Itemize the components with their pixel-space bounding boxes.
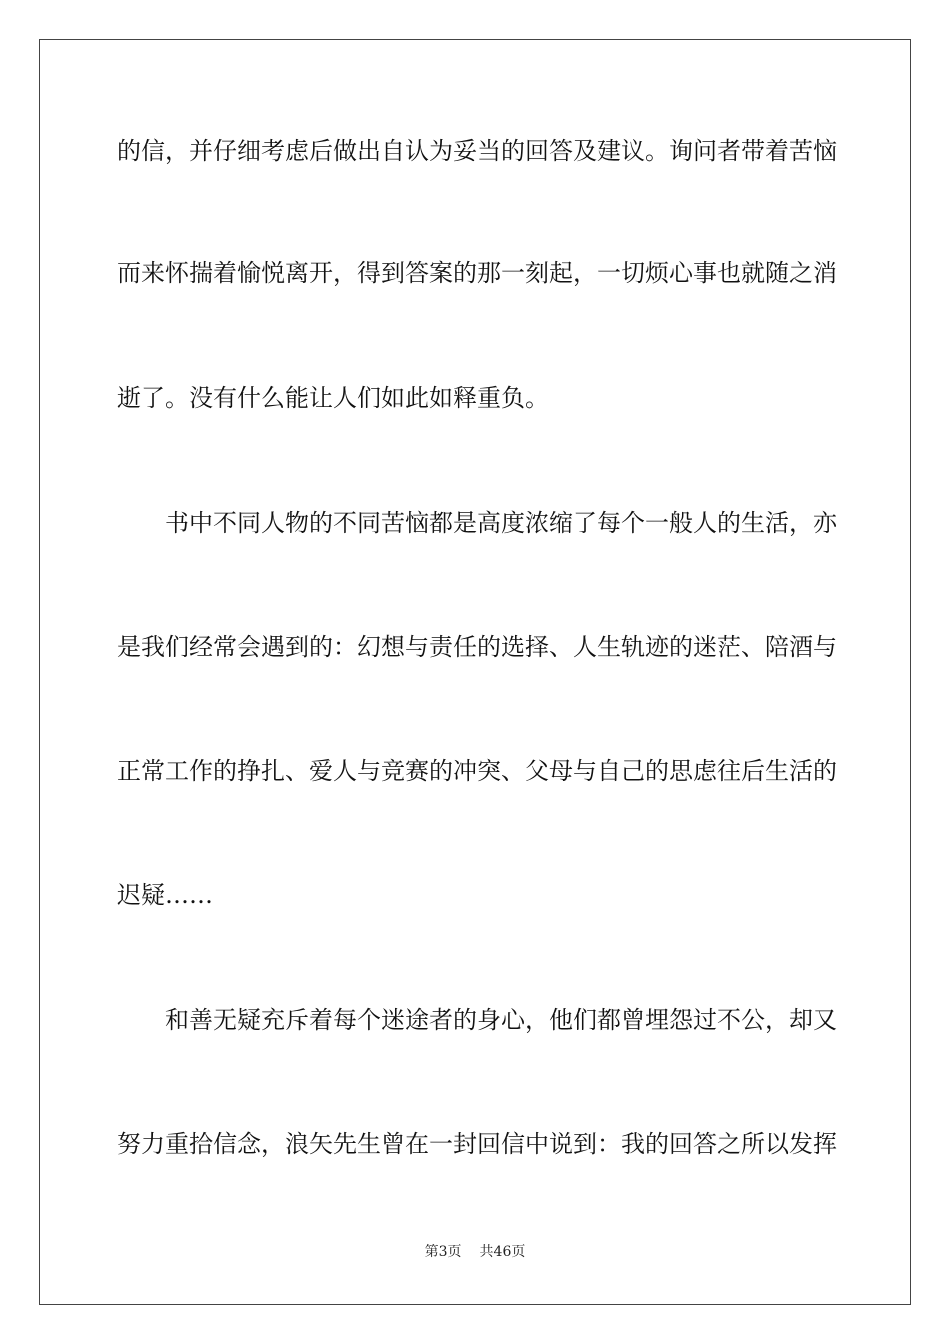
text-line: 迟疑…… — [117, 881, 213, 909]
page-frame — [39, 39, 911, 1305]
page-footer — [0, 1243, 950, 1261]
text-line-indented: 和善无疑充斥着每个迷途者的身心，他们都曾埋怨过不公，却又 — [165, 1006, 837, 1034]
text-line: 是我们经常会遇到的：幻想与责任的选择、人生轨迹的迷茫、陪酒与 — [117, 633, 837, 661]
text-line: 而来怀揣着愉悦离开，得到答案的那一刻起，一切烦心事也就随之消 — [117, 259, 837, 287]
text-line: 正常工作的挣扎、爱人与竞赛的冲突、父母与自己的思虑往后生活的 — [117, 757, 837, 785]
text-line: 努力重拾信念，浪矢先生曾在一封回信中说到：我的回答之所以发挥 — [117, 1130, 837, 1158]
page-number: 第3页 — [424, 1244, 462, 1260]
text-line-indented: 书中不同人物的不同苦恼都是高度浓缩了每个一般人的生活，亦 — [165, 509, 837, 537]
page-total: 共46页 — [479, 1244, 526, 1260]
text-line: 逝了。没有什么能让人们如此如释重负。 — [117, 384, 549, 412]
text-line: 的信，并仔细考虑后做出自认为妥当的回答及建议。询问者带着苦恼 — [117, 137, 837, 165]
